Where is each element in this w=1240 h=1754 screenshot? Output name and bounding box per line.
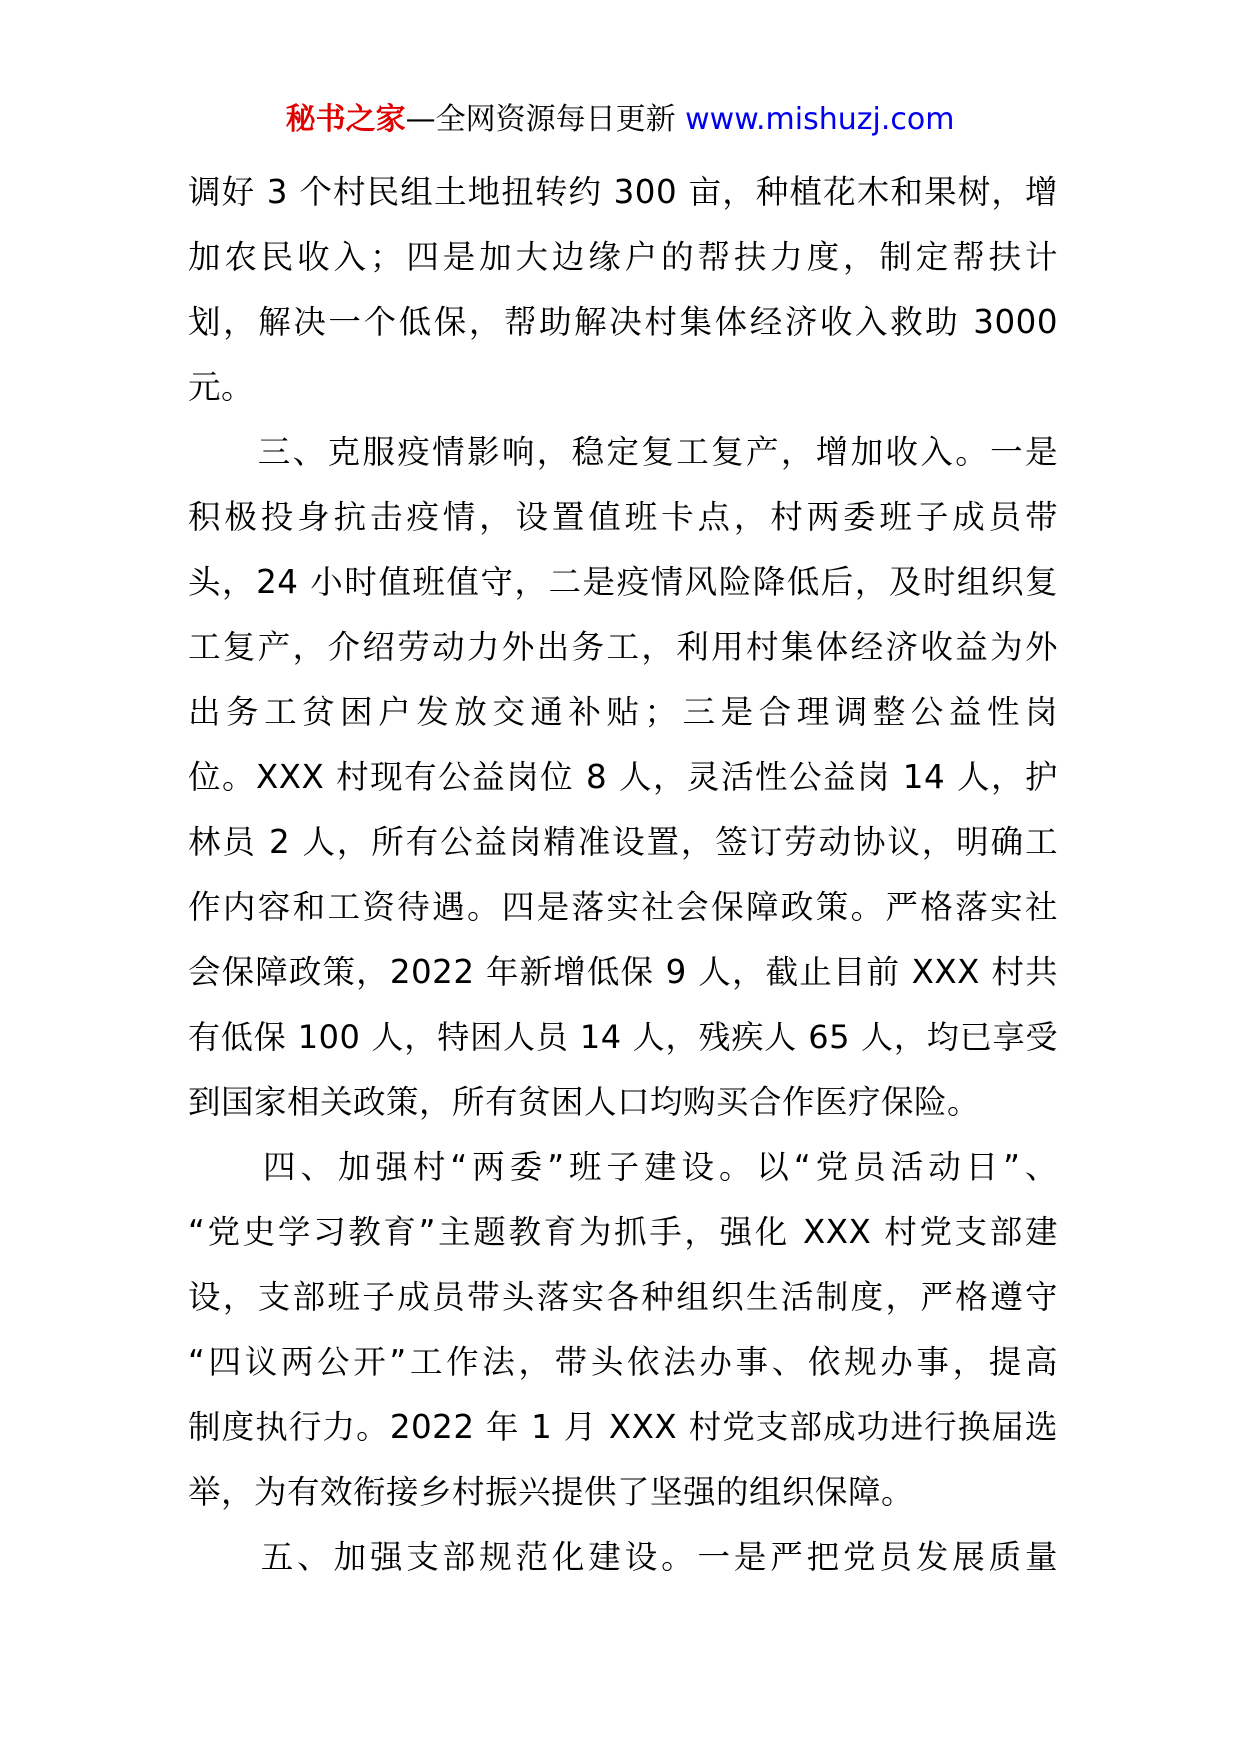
page-header	[0, 100, 1240, 140]
text-line: 三、克服疫情影响，稳定复工复产，增加收入。一是	[188, 433, 1058, 471]
text-line: 举，为有效衔接乡村振兴提供了坚强的组织保障。	[188, 1473, 915, 1511]
text-line: 设，支部班子成员带头落实各种组织生活制度，严格遵守	[188, 1278, 1058, 1316]
text-line: 有低保 100 人，特困人员 14 人，残疾人 65 人，均已享受	[188, 1018, 1058, 1056]
brand-name: 秘书之家	[285, 102, 406, 137]
text-line: 加农民收入；四是加大边缘户的帮扶力度，制定帮扶计	[188, 238, 1058, 276]
text-line: 头，24 小时值班值守，二是疫情风险降低后，及时组织复	[188, 563, 1058, 601]
text-line: 会保障政策，2022 年新增低保 9 人，截止目前 XXX 村共	[188, 953, 1058, 991]
text-line: 积极投身抗击疫情，设置值班卡点，村两委班子成员带	[188, 498, 1058, 536]
text-line: “党史学习教育”主题教育为抓手，强化 XXX 村党支部建	[188, 1213, 1058, 1251]
text-line: 作内容和工资待遇。四是落实社会保障政策。严格落实社	[188, 888, 1058, 926]
text-line: “四议两公开”工作法，带头依法办事、依规办事，提高	[188, 1343, 1058, 1381]
text-line: 元。	[188, 368, 255, 406]
text-line: 位。XXX 村现有公益岗位 8 人，灵活性公益岗 14 人，护	[188, 758, 1058, 796]
site-url-link[interactable]: www.mishuzj.com	[685, 102, 955, 137]
text-line: 林员 2 人，所有公益岗精准设置，签订劳动协议，明确工	[188, 823, 1058, 861]
text-line: 调好 3 个村民组土地扭转约 300 亩，种植花木和果树，增	[188, 173, 1058, 211]
text-line: 四、加强村“两委”班子建设。以“党员活动日”、	[188, 1148, 1058, 1186]
document-body	[188, 160, 1058, 1590]
text-line: 到国家相关政策，所有贫困人口均购买合作医疗保险。	[188, 1083, 981, 1121]
text-line: 五、加强支部规范化建设。一是严把党员发展质量	[188, 1538, 1058, 1576]
text-line: 划，解决一个低保，帮助解决村集体经济收入救助 3000	[188, 303, 1058, 341]
text-line: 出务工贫困户发放交通补贴；三是合理调整公益性岗	[188, 693, 1058, 731]
text-line: 制度执行力。2022 年 1 月 XXX 村党支部成功进行换届选	[188, 1408, 1058, 1446]
text-line: 工复产，介绍劳动力外出务工，利用村集体经济收益为外	[188, 628, 1058, 666]
header-tagline: —全网资源每日更新	[405, 102, 676, 137]
